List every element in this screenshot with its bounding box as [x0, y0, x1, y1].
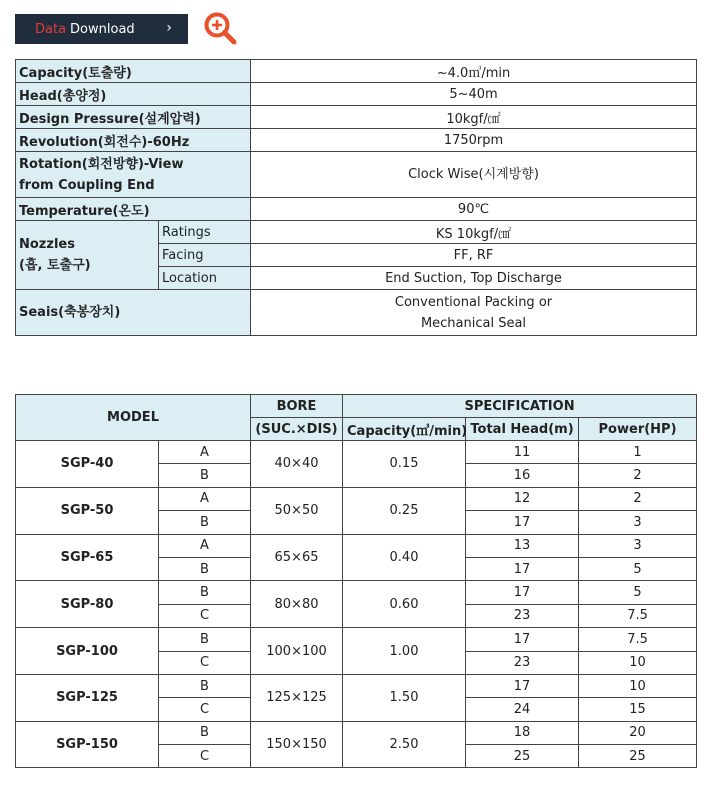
- download-label: Download: [70, 21, 135, 37]
- model-capacity: 2.50: [343, 721, 466, 768]
- table-row: [16, 628, 697, 651]
- model-type: B: [159, 464, 251, 487]
- toolbar: [15, 14, 188, 44]
- table-row: [16, 487, 697, 510]
- model-bore: 50×50: [251, 487, 343, 534]
- model-total-head: 16: [466, 464, 579, 487]
- model-type: B: [159, 721, 251, 744]
- spec-label: Temperature(온도): [16, 198, 251, 221]
- spec-label: [16, 221, 159, 290]
- spec-label: Seais(축봉장치): [16, 290, 251, 336]
- model-power: 7.5: [579, 604, 697, 627]
- download-label-prefix: Data: [35, 21, 67, 37]
- model-total-head: 25: [466, 745, 579, 768]
- spec-value: 90℃: [251, 198, 697, 221]
- model-power: 20: [579, 721, 697, 744]
- model-total-head: 23: [466, 604, 579, 627]
- spec-label-line: Nozzles: [19, 237, 75, 252]
- spec-label: Design Pressure(설계압력): [16, 106, 251, 129]
- model-type: A: [159, 487, 251, 510]
- model-bore: 80×80: [251, 581, 343, 628]
- table-row: [16, 534, 697, 557]
- model-type: B: [159, 511, 251, 534]
- model-power: 10: [579, 651, 697, 674]
- model-name: SGP-100: [16, 628, 159, 675]
- table-row: [16, 441, 697, 464]
- model-capacity: 1.50: [343, 674, 466, 721]
- table-row: [16, 581, 697, 604]
- spec-sublabel: Facing: [159, 244, 251, 267]
- data-download-button[interactable]: [15, 14, 188, 44]
- model-name: SGP-150: [16, 721, 159, 768]
- model-power: 1: [579, 441, 697, 464]
- spec-value: End Suction, Top Discharge: [251, 267, 697, 290]
- model-bore: 150×150: [251, 721, 343, 768]
- spec-label: Revolution(회전수)-60Hz: [16, 129, 251, 152]
- model-type: B: [159, 581, 251, 604]
- spec-value-line: Mechanical Seal: [420, 315, 527, 331]
- model-capacity: 0.15: [343, 441, 466, 488]
- spec-row-revolution: [16, 129, 697, 152]
- table-row: [16, 721, 697, 744]
- spec-row-temperature: [16, 198, 697, 221]
- model-type: C: [159, 651, 251, 674]
- spec-label: Head(총양정): [16, 83, 251, 106]
- model-power: 3: [579, 511, 697, 534]
- table-row: [16, 674, 697, 697]
- model-power: 5: [579, 581, 697, 604]
- spec-label: [16, 152, 251, 198]
- model-power: 3: [579, 534, 697, 557]
- model-name: SGP-50: [16, 487, 159, 534]
- model-total-head: 11: [466, 441, 579, 464]
- model-total-head: 17: [466, 628, 579, 651]
- model-type: C: [159, 698, 251, 721]
- model-type: A: [159, 441, 251, 464]
- spec-value: FF, RF: [251, 244, 697, 267]
- spec-row-pressure: [16, 106, 697, 129]
- spec-sublabel: Ratings: [159, 221, 251, 244]
- model-power: 5: [579, 557, 697, 580]
- spec-row-rotation: [16, 152, 697, 198]
- model-type: B: [159, 674, 251, 697]
- model-name: SGP-65: [16, 534, 159, 581]
- header-power: Power(HP): [579, 418, 697, 441]
- model-name: SGP-125: [16, 674, 159, 721]
- model-bore: 125×125: [251, 674, 343, 721]
- header-capacity: Capacity(㎥/min): [343, 418, 466, 441]
- model-table: [15, 394, 697, 768]
- model-type: C: [159, 604, 251, 627]
- spec-value: 10kgf/㎠: [251, 106, 697, 129]
- model-bore: 100×100: [251, 628, 343, 675]
- header-model: MODEL: [16, 395, 251, 441]
- model-capacity: 0.60: [343, 581, 466, 628]
- header-specification: SPECIFICATION: [343, 395, 697, 418]
- spec-label-line: Rotation(회전방향)-View: [19, 156, 184, 172]
- spec-value: KS 10kgf/㎠: [251, 221, 697, 244]
- model-type: A: [159, 534, 251, 557]
- spec-row-head: [16, 83, 697, 106]
- model-power: 15: [579, 698, 697, 721]
- model-total-head: 13: [466, 534, 579, 557]
- model-name: SGP-80: [16, 581, 159, 628]
- header-row: [16, 395, 697, 418]
- chevron-right-icon: ›: [166, 20, 172, 36]
- model-total-head: 17: [466, 581, 579, 604]
- spec-value-line: Conventional Packing or: [394, 294, 553, 310]
- model-capacity: 1.00: [343, 628, 466, 675]
- model-total-head: 23: [466, 651, 579, 674]
- model-total-head: 12: [466, 487, 579, 510]
- model-power: 25: [579, 745, 697, 768]
- model-total-head: 18: [466, 721, 579, 744]
- model-capacity: 0.25: [343, 487, 466, 534]
- model-type: B: [159, 628, 251, 651]
- header-bore-sub: (SUC.×DIS): [251, 418, 343, 441]
- spec-table: [15, 59, 697, 336]
- spec-value: 1750rpm: [251, 129, 697, 152]
- model-power: 7.5: [579, 628, 697, 651]
- model-total-head: 17: [466, 674, 579, 697]
- model-table-body: [16, 441, 697, 768]
- spec-value: 5~40m: [251, 83, 697, 106]
- model-power: 2: [579, 487, 697, 510]
- model-total-head: 17: [466, 511, 579, 534]
- spec-row-capacity: [16, 60, 697, 83]
- spec-sublabel: Location: [159, 267, 251, 290]
- model-type: C: [159, 745, 251, 768]
- spec-value: [251, 290, 697, 336]
- spec-value: ~4.0㎥/min: [251, 60, 697, 83]
- model-type: B: [159, 557, 251, 580]
- spec-value: Clock Wise(시계방향): [251, 152, 697, 198]
- model-total-head: 24: [466, 698, 579, 721]
- model-bore: 65×65: [251, 534, 343, 581]
- header-bore: BORE: [251, 395, 343, 418]
- model-power: 2: [579, 464, 697, 487]
- zoom-plus-icon[interactable]: [203, 11, 239, 47]
- model-bore: 40×40: [251, 441, 343, 488]
- spec-label-line: from Coupling End: [19, 177, 155, 193]
- model-name: SGP-40: [16, 441, 159, 488]
- spec-label: Capacity(토출량): [16, 60, 251, 83]
- spec-row-nozzles-ratings: [16, 221, 697, 244]
- spec-row-seals: [16, 290, 697, 336]
- model-total-head: 17: [466, 557, 579, 580]
- model-power: 10: [579, 674, 697, 697]
- header-total-head: Total Head(m): [466, 418, 579, 441]
- spec-label-line: (흡, 토출구): [19, 258, 91, 273]
- model-capacity: 0.40: [343, 534, 466, 581]
